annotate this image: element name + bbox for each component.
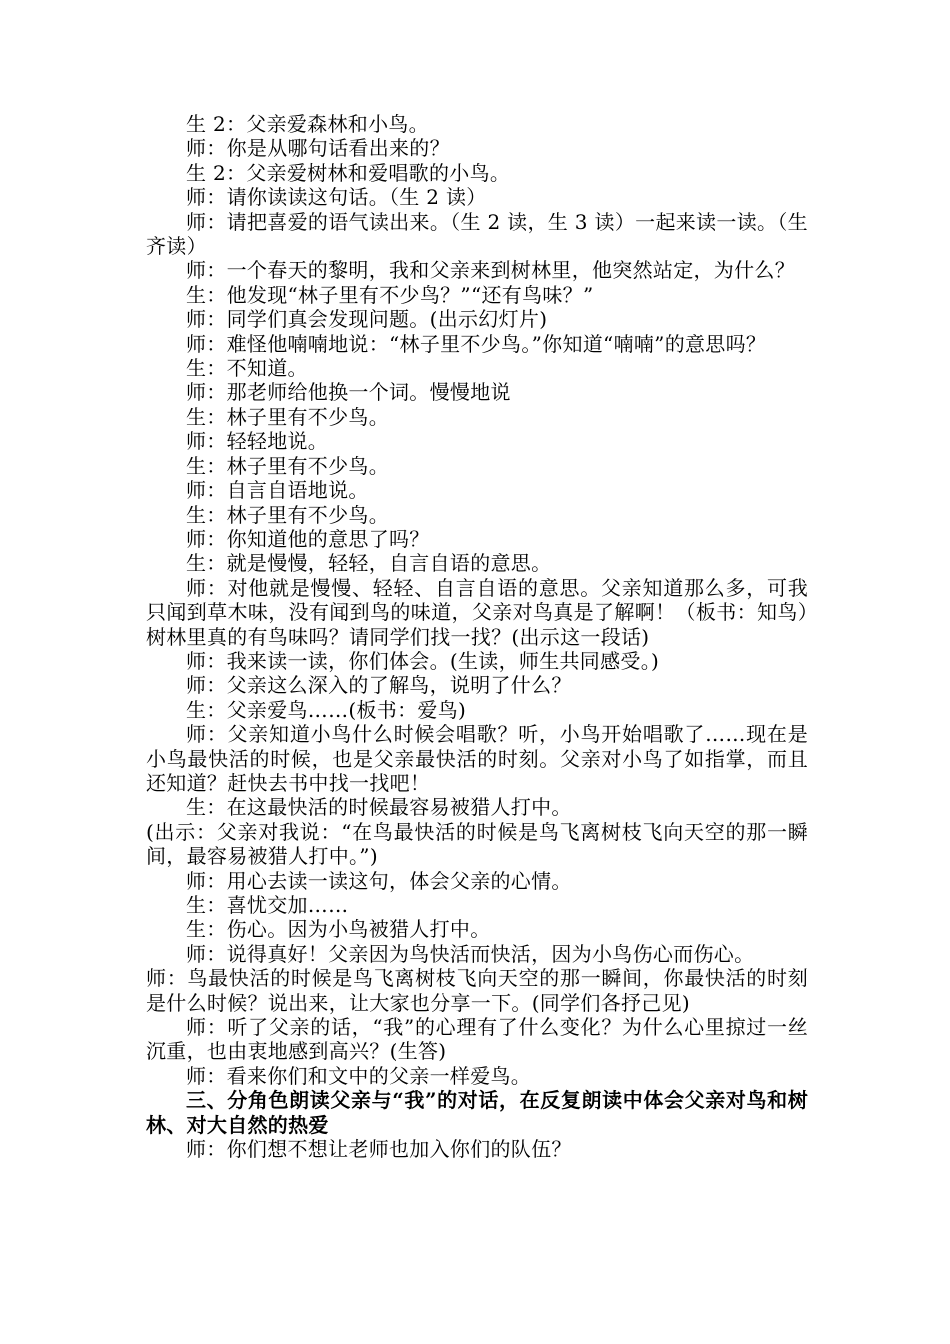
dialogue-paragraph: 师：那老师给他换一个词。慢慢地说 bbox=[186, 380, 511, 405]
dialogue-paragraph: 师：请你读读这句话。（生 2 读） bbox=[186, 185, 487, 210]
section-heading: 三、分角色朗读父亲与“我”的对话，在反复朗读中体会父亲对鸟和树林、对大自然的热爱 bbox=[146, 1088, 808, 1137]
dialogue-paragraph: 师：自言自语地说。 bbox=[186, 478, 369, 503]
dialogue-paragraph: 师：鸟最快活的时候是鸟飞离树枝飞向天空的那一瞬间，你最快活的时刻是什么时候？说出来，让大家也分享一下。(同学们各抒己见) bbox=[146, 966, 808, 1015]
dialogue-paragraph: 生：伤心。因为小鸟被猎人打中。 bbox=[186, 917, 491, 942]
dialogue-paragraph: 师：对他就是慢慢、轻轻、自言自语的意思。父亲知道那么多，可我只闻到草木味，没有闻到鸟的味道，父亲对鸟真是了解啊！（板书：知鸟）树林里真的有鸟味吗？请同学们找一找？(出示这一段话) bbox=[146, 575, 808, 649]
dialogue-paragraph: 师：父亲这么深入的了解鸟，说明了什么？ bbox=[186, 673, 572, 698]
dialogue-paragraph: 师：请把喜爱的语气读出来。（生 2 读，生 3 读）一起来读一读。（生齐读） bbox=[146, 209, 808, 259]
document-page bbox=[146, 112, 808, 1161]
dialogue-paragraph: 师：一个春天的黎明，我和父亲来到树林里，他突然站定，为什么？ bbox=[186, 258, 795, 283]
dialogue-paragraph: 师：父亲知道小鸟什么时候会唱歌？听，小鸟开始唱歌了……现在是小鸟最快活的时候，也是父亲最快活的时刻。父亲对小鸟了如指掌，而且还知道？赶快去书中找一找吧！ bbox=[146, 722, 808, 795]
dialogue-paragraph: 生：林子里有不少鸟。 bbox=[186, 404, 389, 429]
dialogue-paragraph: 师：说得真好！父亲因为鸟快活而快活，因为小鸟伤心而伤心。 bbox=[186, 941, 755, 966]
dialogue-paragraph: 师：看来你们和文中的父亲一样爱鸟。 bbox=[186, 1063, 532, 1088]
dialogue-paragraph: 生 2：父亲爱树林和爱唱歌的小鸟。 bbox=[186, 160, 511, 185]
dialogue-paragraph: 师：难怪他喃喃地说：“林子里不少鸟。”你知道“喃喃”的意思吗？ bbox=[186, 331, 767, 356]
dialogue-paragraph: 生：林子里有不少鸟。 bbox=[186, 453, 389, 478]
dialogue-paragraph: 生：在这最快活的时候最容易被猎人打中。 bbox=[186, 795, 572, 820]
dialogue-paragraph: 师：你知道他的意思了吗？ bbox=[186, 526, 430, 551]
dialogue-paragraph: 生：父亲爱鸟……(板书：爱鸟) bbox=[186, 697, 467, 722]
dialogue-paragraph: 师：用心去读一读这句，体会父亲的心情。 bbox=[186, 868, 572, 893]
dialogue-paragraph: (出示：父亲对我说：“在鸟最快活的时候是鸟飞离树枝飞向天空的那一瞬间，最容易被猎人打中。”) bbox=[146, 819, 808, 869]
dialogue-paragraph: 师：你是从哪句话看出来的？ bbox=[186, 136, 450, 161]
dialogue-paragraph: 师：轻轻地说。 bbox=[186, 429, 329, 454]
dialogue-paragraph: 师：同学们真会发现问题。(出示幻灯片) bbox=[186, 307, 548, 332]
dialogue-paragraph: 生：就是慢慢，轻轻，自言自语的意思。 bbox=[186, 551, 552, 576]
dialogue-paragraph: 生：他发现“林子里有不少鸟？”“还有鸟味？” bbox=[186, 282, 594, 307]
dialogue-paragraph: 师：听了父亲的话，“我”的心理有了什么变化？为什么心里掠过一丝沉重，也由衷地感到高兴？(生答) bbox=[146, 1015, 808, 1064]
dialogue-paragraph: 师：你们想不想让老师也加入你们的队伍？ bbox=[186, 1137, 572, 1162]
dialogue-paragraph: 师：我来读一读，你们体会。(生读，师生共同感受。) bbox=[186, 648, 660, 673]
dialogue-paragraph: 生：林子里有不少鸟。 bbox=[186, 502, 389, 527]
dialogue-paragraph: 生：不知道。 bbox=[186, 356, 308, 381]
dialogue-paragraph: 生 2：父亲爱森林和小鸟。 bbox=[186, 112, 429, 136]
dialogue-paragraph: 生：喜忧交加…… bbox=[186, 893, 349, 917]
